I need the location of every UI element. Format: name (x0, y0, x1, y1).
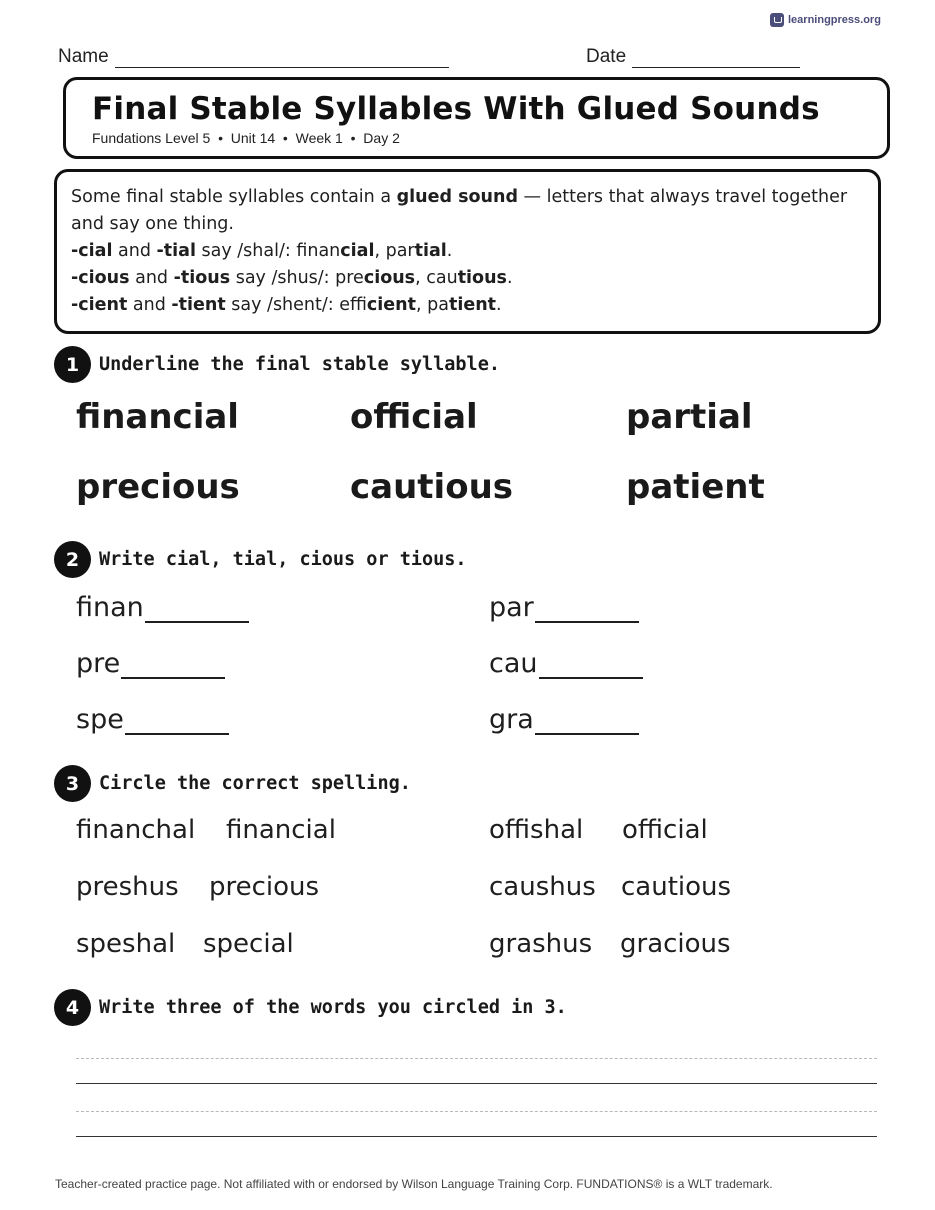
section-4-heading (54, 989, 567, 1026)
section-number-badge: 1 (54, 346, 91, 383)
writing-baseline[interactable] (76, 1083, 877, 1084)
footer-disclaimer: Teacher-created practice page. Not affiliated with or endorsed by Wilson Language Training Corp. FUNDATIONS® is a WLT trademark. (55, 1177, 773, 1191)
spelling-choice[interactable]: special (203, 929, 294, 959)
section-1-heading (54, 346, 500, 383)
subtitle-separator: • (218, 130, 223, 146)
brand-logo[interactable] (770, 13, 881, 27)
underline-word[interactable]: official (350, 397, 478, 437)
rule-line: -cious and -tious say /shus/: precious, cautious. (71, 268, 513, 288)
section-title: Circle the correct spelling. (99, 773, 411, 794)
name-date-row (58, 46, 818, 72)
section-number-badge: 3 (54, 765, 91, 802)
section-2-heading (54, 541, 467, 578)
spelling-choice[interactable]: financhal (76, 815, 196, 845)
fill-in-item: pre (76, 648, 225, 679)
fill-in-item: finan (76, 592, 249, 623)
section-title: Underline the final stable syllable. (99, 354, 500, 375)
writing-guide-dashed (76, 1111, 877, 1112)
rule-line: -cient and -tient say /shent/: efficient, patient. (71, 295, 502, 315)
name-line[interactable] (115, 50, 449, 68)
fill-in-item: spe (76, 704, 229, 735)
section-number-badge: 2 (54, 541, 91, 578)
section-title: Write three of the words you circled in 3. (99, 997, 567, 1018)
answer-blank[interactable] (145, 597, 249, 623)
rule-line: -cial and -tial say /shal/: financial, partial. (71, 241, 453, 261)
spelling-choice[interactable]: official (622, 815, 708, 845)
answer-blank[interactable] (121, 653, 225, 679)
writing-lines[interactable] (76, 1058, 877, 1137)
section-number-badge: 4 (54, 989, 91, 1026)
writing-guide-dashed (76, 1058, 877, 1059)
answer-blank[interactable] (125, 709, 229, 735)
brand-label: learningpress.org (788, 14, 881, 26)
name-field (58, 46, 449, 68)
fill-in-item: par (489, 592, 639, 623)
answer-blank[interactable] (539, 653, 643, 679)
underline-word[interactable]: patient (626, 467, 765, 507)
fill-in-item: cau (489, 648, 643, 679)
spelling-choice[interactable]: precious (209, 872, 320, 902)
spelling-choice[interactable]: preshus (76, 872, 179, 902)
answer-blank[interactable] (535, 597, 639, 623)
subtitle-unit: Unit 14 (230, 130, 276, 146)
section-3-heading (54, 765, 411, 802)
spelling-choice[interactable]: caushus (489, 872, 596, 902)
info-intro: Some final stable syllables contain a glued sound — letters that always travel together and say one thing. (71, 187, 848, 234)
date-label: Date (586, 46, 627, 67)
writing-baseline[interactable] (76, 1136, 877, 1137)
date-field (586, 46, 800, 68)
spelling-choice[interactable]: speshal (76, 929, 176, 959)
underline-word[interactable]: financial (76, 397, 239, 437)
section-title: Write cial, tial, cious or tious. (99, 549, 467, 570)
underline-word[interactable]: partial (626, 397, 753, 437)
page-title: Final Stable Syllables With Glued Sounds (92, 91, 820, 127)
glued-sound-term: glued sound (396, 187, 518, 207)
spelling-choice[interactable]: grashus (489, 929, 593, 959)
page-subtitle (92, 130, 861, 146)
spelling-choice[interactable]: cautious (621, 872, 732, 902)
fill-in-item: gra (489, 704, 639, 735)
underline-word[interactable]: precious (76, 467, 240, 507)
title-box (63, 77, 890, 159)
subtitle-day: Day 2 (363, 130, 400, 146)
subtitle-separator: • (350, 130, 356, 146)
book-icon (770, 13, 784, 27)
spelling-choice[interactable]: financial (226, 815, 336, 845)
spelling-choice[interactable]: offishal (489, 815, 584, 845)
date-line[interactable] (632, 50, 800, 68)
name-label: Name (58, 46, 109, 67)
underline-word[interactable]: cautious (350, 467, 514, 507)
subtitle-separator: • (282, 130, 288, 146)
subtitle-level: Fundations Level 5 (92, 130, 211, 146)
answer-blank[interactable] (535, 709, 639, 735)
spelling-choice[interactable]: gracious (620, 929, 731, 959)
info-box (54, 169, 881, 334)
subtitle-week: Week 1 (295, 130, 343, 146)
